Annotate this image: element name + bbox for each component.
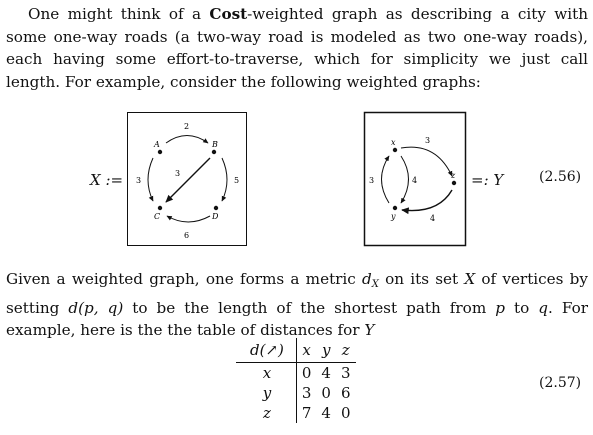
table-cell: 7 bbox=[301, 404, 312, 422]
weight-ac: 3 bbox=[136, 176, 142, 185]
edge-x-y bbox=[401, 156, 409, 203]
node-b-label: B bbox=[212, 140, 218, 149]
node-y bbox=[393, 206, 397, 210]
table-header-row bbox=[236, 338, 356, 363]
table-row bbox=[236, 363, 356, 384]
weight-ab: 2 bbox=[184, 122, 190, 131]
table-corner: d(↗) bbox=[236, 338, 296, 363]
table-row bbox=[236, 403, 356, 423]
row-label: x bbox=[236, 363, 296, 384]
metric-paragraph: Given a weighted graph, one forms a metric $d_X$ on its set X of vertices by setting d(p, q) to be the length of the shortest path from p to q. For example, here is the the table of distances for Y bbox=[6, 270, 588, 339]
node-c-label: C bbox=[154, 212, 161, 221]
intro-paragraph bbox=[6, 3, 588, 93]
weight-yx: 3 bbox=[369, 176, 375, 185]
equation-number-2-56: (2.56) bbox=[539, 169, 582, 185]
col-header: z bbox=[336, 338, 356, 363]
node-z bbox=[452, 181, 456, 185]
weight-zy: 4 bbox=[430, 214, 436, 223]
edge-z-y bbox=[402, 190, 452, 211]
node-x-label: x bbox=[391, 138, 396, 147]
table-cell: 3 bbox=[340, 364, 351, 382]
node-z-label: z bbox=[451, 171, 456, 180]
distance-table bbox=[236, 338, 356, 423]
node-x bbox=[393, 148, 397, 152]
node-a-label: A bbox=[154, 140, 160, 149]
table-cell: 0 bbox=[301, 364, 312, 382]
row-label: z bbox=[236, 403, 296, 423]
graph-x-box bbox=[127, 112, 247, 246]
cost-bold: Cost bbox=[209, 5, 248, 23]
graph-x-label: X := bbox=[90, 171, 124, 189]
weight-bc: 3 bbox=[175, 169, 181, 178]
weight-xy: 4 bbox=[412, 176, 418, 185]
table-cell: 6 bbox=[340, 384, 351, 402]
table-cell: 4 bbox=[321, 404, 331, 422]
table-cell: 0 bbox=[340, 404, 351, 422]
node-y-label: y bbox=[391, 212, 396, 221]
graph-y-box bbox=[365, 113, 466, 246]
edge-x-z bbox=[401, 147, 452, 176]
equation-number-2-57: (2.57) bbox=[539, 375, 582, 391]
node-d-label: D bbox=[212, 212, 219, 221]
intro-text-1: One might think of a bbox=[28, 5, 210, 23]
edge-y-x bbox=[382, 156, 390, 203]
table-cell: 4 bbox=[321, 364, 331, 382]
weight-bd: 5 bbox=[234, 176, 240, 185]
intro-text-2: -weighted graph as describing a city with some one-way roads (a two-way road is modeled as two one-way roads), each having some effort-to-traverse, which for simplicity we just call length. For example, consider the following weighted graphs: bbox=[6, 5, 588, 91]
table-cell: 3 bbox=[301, 384, 312, 402]
row-label: y bbox=[236, 383, 296, 403]
weight-xz: 3 bbox=[425, 136, 431, 145]
graph-y-label: =: Y bbox=[471, 171, 504, 189]
table-row bbox=[236, 383, 356, 403]
col-header: x bbox=[296, 338, 316, 363]
col-header: y bbox=[316, 338, 336, 363]
table-cell: 0 bbox=[321, 384, 331, 402]
weight-dc: 6 bbox=[184, 231, 190, 240]
